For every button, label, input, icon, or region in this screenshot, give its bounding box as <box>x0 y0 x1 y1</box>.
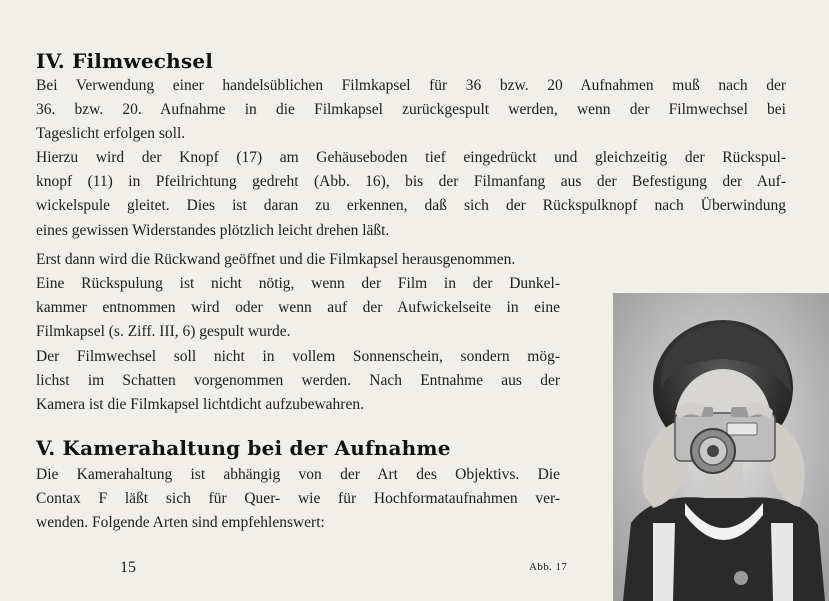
text-line: Filmkapsel (s. Ziff. III, 6) gespult wurde. <box>36 323 291 341</box>
text-line: wenden. Folgende Arten sind empfehlenswert: <box>36 514 325 532</box>
text-line: lichst im Schatten vorgenommen werden. Nach Entnahme aus der <box>36 372 560 390</box>
text-line: Eine Rückspulung ist nicht nötig, wenn der Film in der Dunkel- <box>36 275 560 292</box>
text-line: eines gewissen Widerstandes plötzlich leicht drehen läßt. <box>36 221 390 239</box>
text-line: Der Filmwechsel soll nicht in vollem Sonnenschein, sondern mög- <box>36 348 560 365</box>
paragraph-camera-holding <box>36 463 560 536</box>
paragraph-rewind-procedure <box>36 146 786 243</box>
text-line: knopf (11) in Pfeilrichtung gedreht (Abb. 16), bis der Filmanfang aus der Befestigung der Auf- <box>36 173 786 191</box>
section-heading-camera-holding: V. Kamerahaltung bei der Aufnahme <box>36 436 451 460</box>
page-number: 15 <box>120 559 136 576</box>
text-line: 36. bzw. 20. Aufnahme in die Filmkapsel zurückgespult werden, wenn der Filmwechsel bei <box>36 101 786 119</box>
text-line: Bei Verwendung einer handelsüblichen Filmkapsel für 36 bzw. 20 Aufnahmen muß nach der <box>36 77 786 94</box>
text-line: Die Kamerahaltung ist abhängig von der Art des Objektivs. Die <box>36 466 560 483</box>
text-line: Tageslicht erfolgen soll. <box>36 125 186 143</box>
text-line: Kamera ist die Filmkapsel lichtdicht aufzubewahren. <box>36 396 364 414</box>
paragraph-shade-advice <box>36 345 560 418</box>
section-heading-film-change: IV. Filmwechsel <box>36 49 214 73</box>
text-line: Erst dann wird die Rückwand geöffnet und die Filmkapsel herausgenommen. <box>36 251 516 268</box>
text-line: wickelspule gleitet. Dies ist daran zu erkennen, daß sich der Rückspulknopf nach Überwindung <box>36 197 786 215</box>
photo-woman-holding-camera <box>613 293 829 601</box>
text-line: Contax F läßt sich für Quer- wie für Hochformataufnahmen ver- <box>36 490 560 508</box>
paragraph-darkroom <box>36 272 560 345</box>
text-line: Hierzu wird der Knopf (17) am Gehäuseboden tief eingedrückt und gleichzeitig der Rückspul- <box>36 149 786 166</box>
text-line: kammer entnommen wird oder wenn auf der Aufwickelseite in eine <box>36 299 560 317</box>
paragraph-open-back <box>36 248 786 272</box>
figure-caption: Abb. 17 <box>529 561 568 573</box>
paragraph-film-cartridge <box>36 74 786 147</box>
